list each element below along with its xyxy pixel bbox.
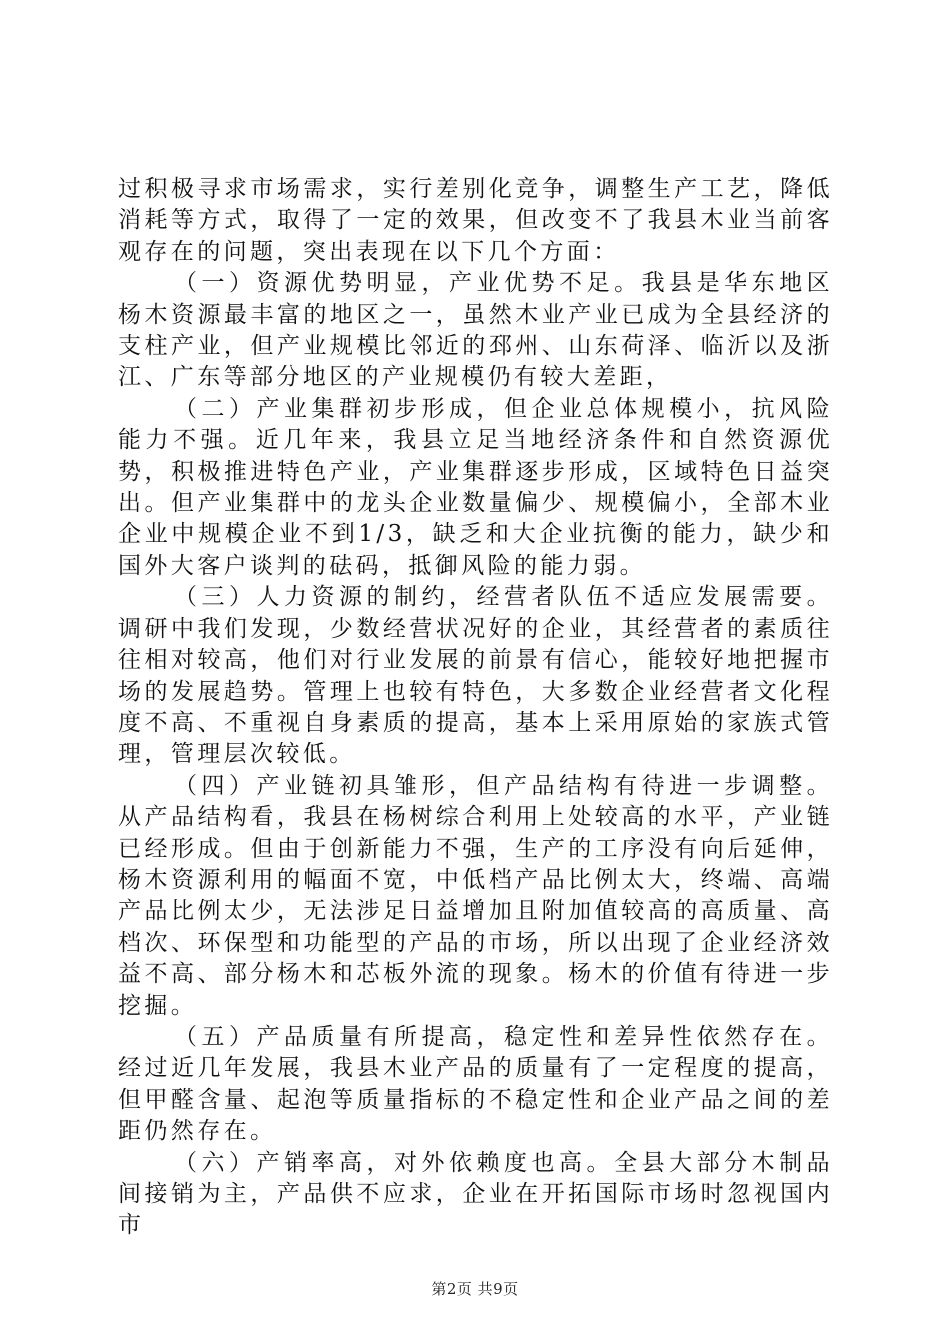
paragraph-continuation: 过积极寻求市场需求，实行差别化竞争，调整生产工艺，降低消耗等方式，取得了一定的效果，但改变不了我县木业当前客观存在的问题，突出表现在以下几个方面： <box>118 176 833 265</box>
document-body <box>118 174 833 1242</box>
paragraph-item-2: （二）产业集群初步形成，但企业总体规模小，抗风险能力不强。近几年来，我县立足当地经济条件和自然资源优势，积极推进特色产业，产业集群逐步形成，区域特色日益突出。但产业集群中的龙头企业数量偏少、规模偏小，全部木业企业中规模企业不到1/3，缺乏和大企业抗衡的能力，缺少和国外大客户谈判的砝码，抵御风险的能力弱。 <box>118 395 833 579</box>
paragraph-item-3: （三）人力资源的制约，经营者队伍不适应发展需要。调研中我们发现，少数经营状况好的企业，其经营者的素质往往相对较高，他们对行业发展的前景有信心，能较好地把握市场的发展趋势。管理上也较有特色，大多数企业经营者文化程度不高、不重视自身素质的提高，基本上采用原始的家族式管理，管理层次较低。 <box>118 584 833 768</box>
page-number-footer: 第2页 共9页 <box>431 1280 519 1298</box>
paragraph-item-5: （五）产品质量有所提高，稳定性和差异性依然存在。经过近几年发展，我县木业产品的质量有了一定程度的提高，但甲醛含量、起泡等质量指标的不稳定性和企业产品之间的差距仍然存在。 <box>118 1023 833 1145</box>
paragraph-item-6: （六）产销率高，对外依赖度也高。全县大部分木制品间接销为主，产品供不应求，企业在开拓国际市场时忽视国内市 <box>118 1149 833 1239</box>
paragraph-item-1: （一）资源优势明显，产业优势不足。我县是华东地区杨木资源最丰富的地区之一，虽然木业产业已成为全县经济的支柱产业，但产业规模比邻近的邳州、山东荷泽、临沂以及浙江、广东等部分地区的产业规模仍有较大差距， <box>118 270 833 391</box>
paragraph-item-4: （四）产业链初具雏形，但产品结构有待进一步调整。从产品结构看，我县在杨树综合利用上处较高的水平，产业链已经形成。但由于创新能力不强，生产的工序没有向后延伸，杨木资源利用的幅面不宽，中低档产品比例太大，终端、高端产品比例太少，无法涉足日益增加且附加值较高的高质量、高档次、环保型和功能型的产品的市场，所以出现了企业经济效益不高、部分杨木和芯板外流的现象。杨木的价值有待进一步挖掘。 <box>118 772 833 1019</box>
